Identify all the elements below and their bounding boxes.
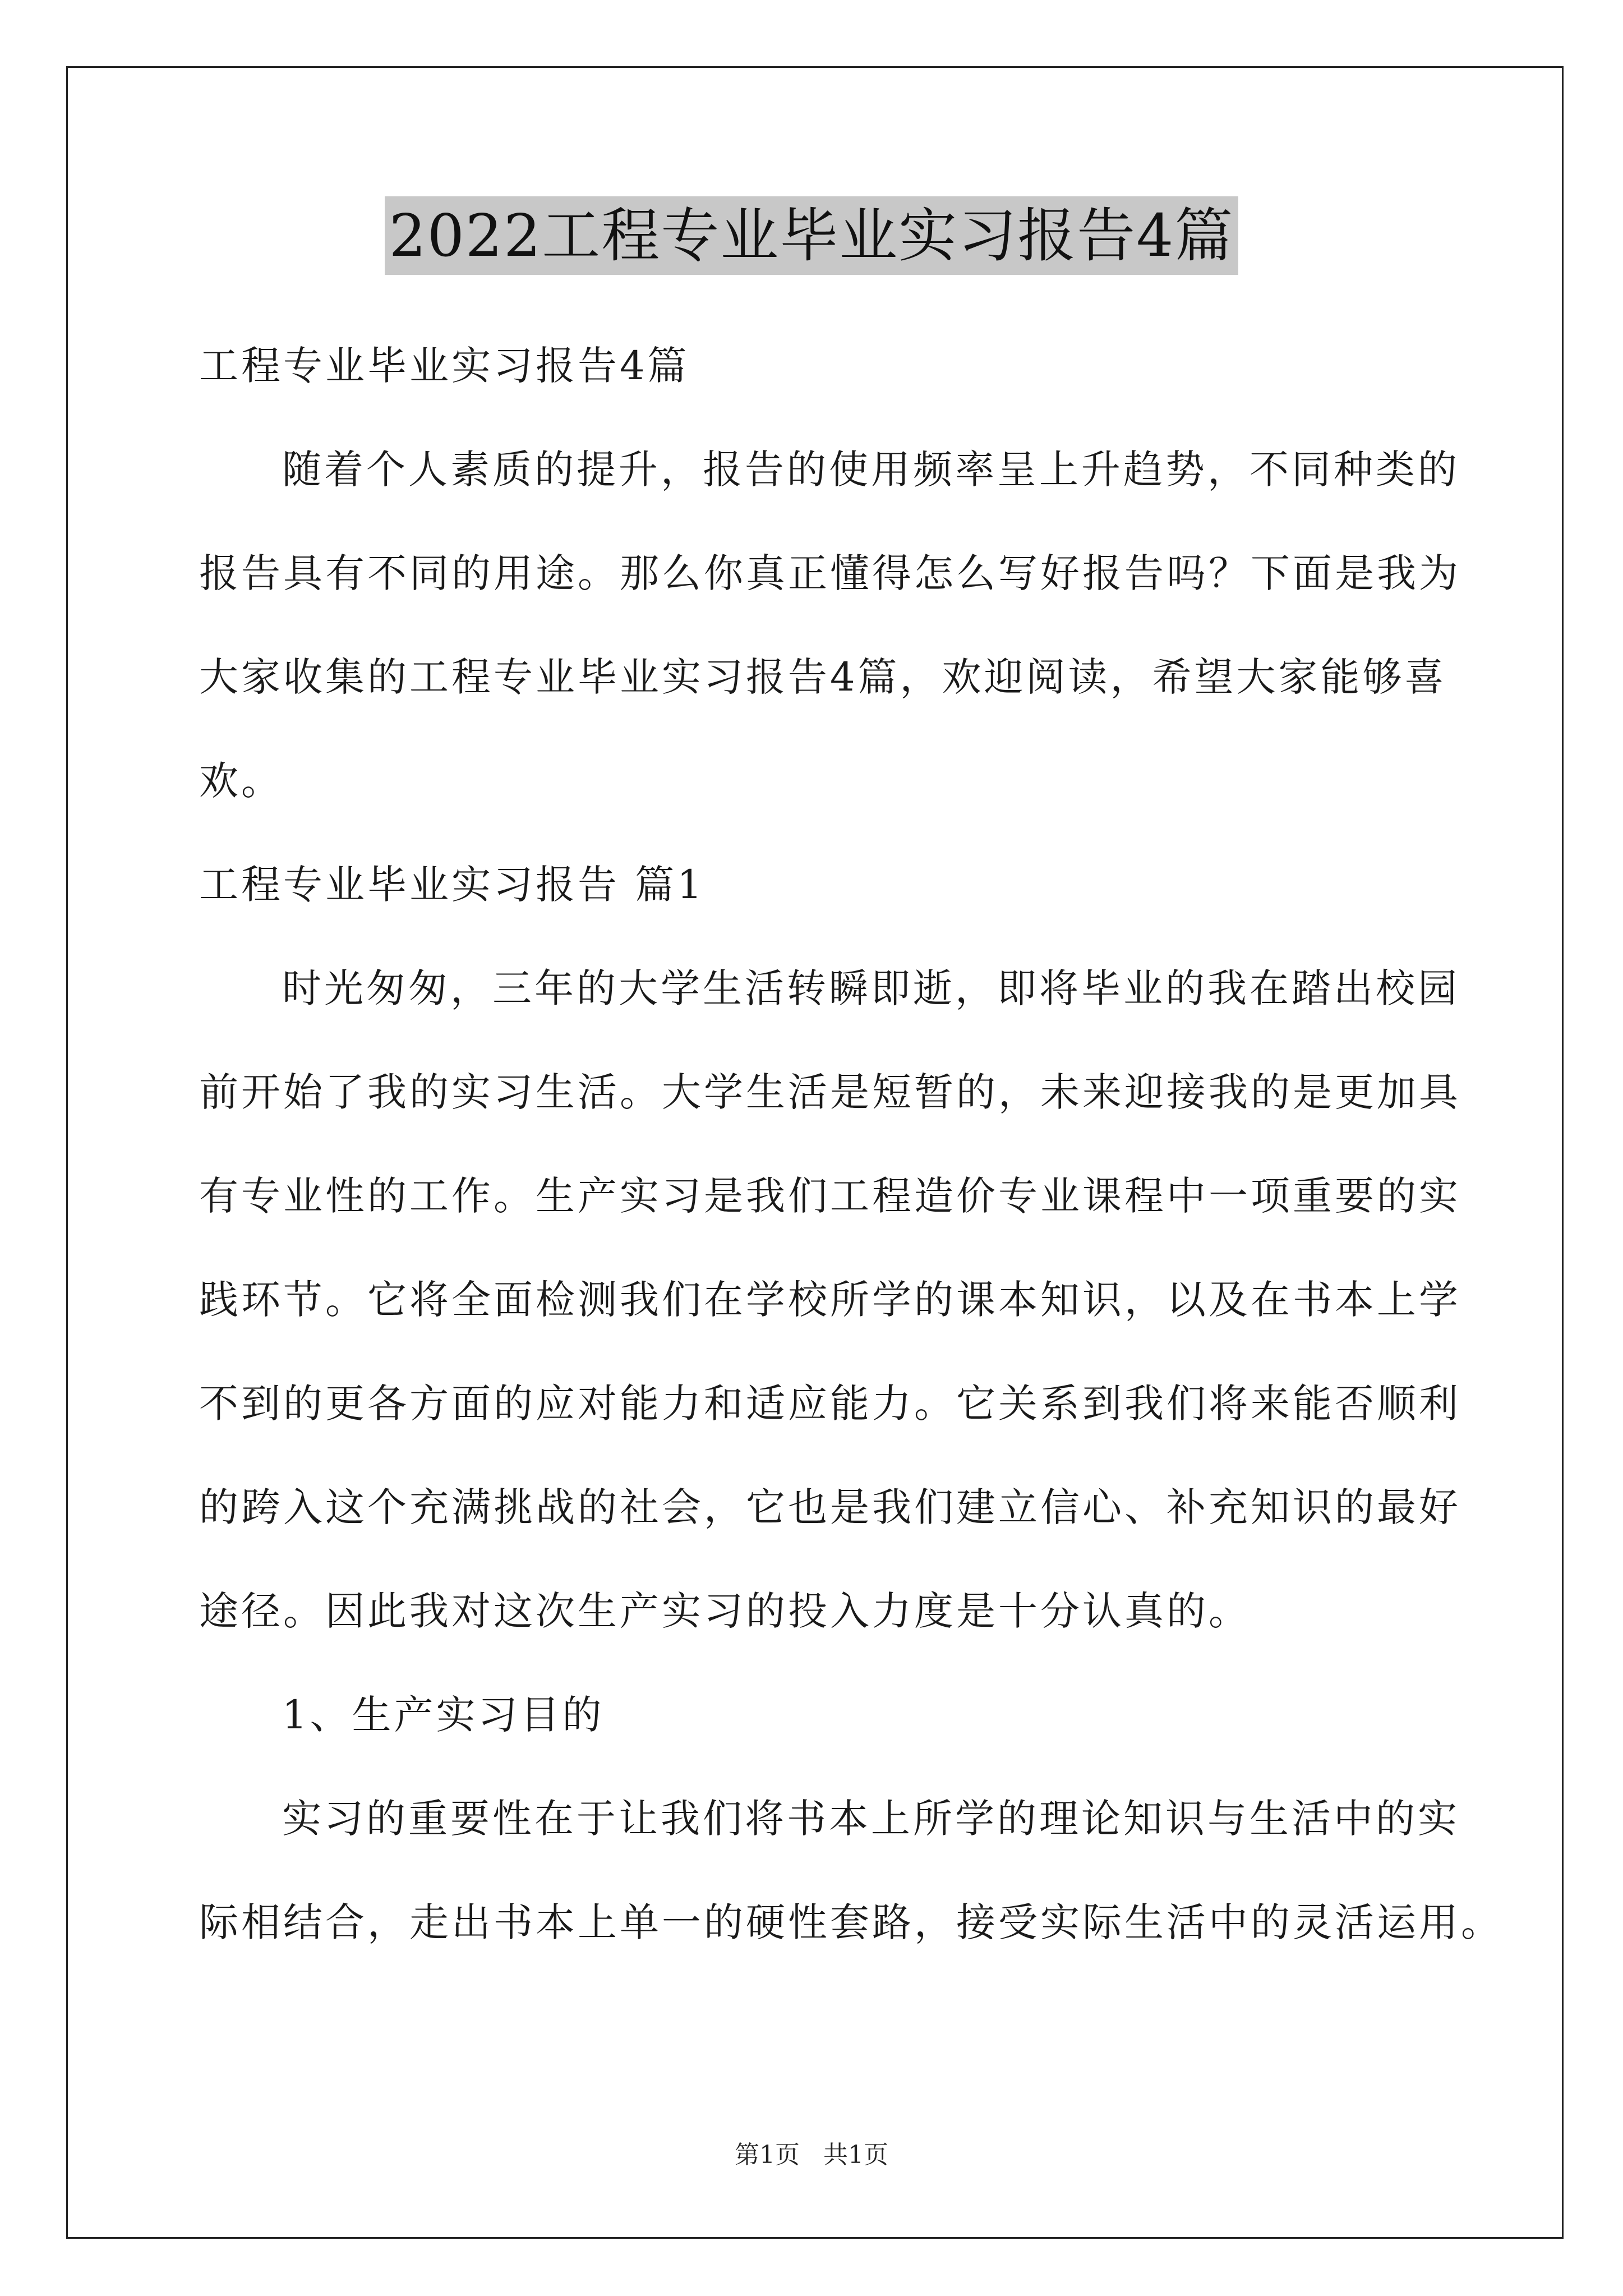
paragraph-line: 报告具有不同的用途。那么你真正懂得怎么写好报告吗？下面是我为	[199, 550, 1461, 596]
page-footer	[0, 2134, 1623, 2170]
page-total: 共1页	[823, 2141, 888, 2169]
paragraph-line: 随着个人素质的提升，报告的使用频率呈上升趋势，不同种类的	[282, 447, 1460, 493]
title-container	[0, 196, 1623, 275]
section-heading: 工程专业毕业实习报告 篇1	[199, 862, 705, 908]
paragraph-line: 有专业性的工作。生产实习是我们工程造价专业课程中一项重要的实	[199, 1173, 1461, 1219]
paragraph-line: 途径。因此我对这次生产实习的投入力度是十分认真的。	[199, 1588, 1251, 1634]
paragraph-line: 欢。	[199, 758, 283, 804]
paragraph-line: 的跨入这个充满挑战的社会，它也是我们建立信心、补充知识的最好	[199, 1484, 1461, 1530]
document-body	[199, 314, 1503, 1975]
paragraph-line: 践环节。它将全面检测我们在学校所学的课本知识，以及在书本上学	[199, 1277, 1461, 1323]
paragraph-line: 前开始了我的实习生活。大学生活是短暂的，未来迎接我的是更加具	[199, 1069, 1461, 1115]
paragraph-line: 大家收集的工程专业毕业实习报告4篇，欢迎阅读，希望大家能够喜	[199, 654, 1447, 700]
paragraph-line: 不到的更各方面的应对能力和适应能力。它关系到我们将来能否顺利	[199, 1381, 1461, 1427]
document-title: 2022工程专业毕业实习报告4篇	[385, 196, 1239, 275]
paragraph-line: 实习的重要性在于让我们将书本上所学的理论知识与生活中的实	[282, 1796, 1460, 1842]
page-number: 第1页	[735, 2141, 800, 2169]
paragraph-line: 时光匆匆，三年的大学生活转瞬即逝，即将毕业的我在踏出校园	[282, 965, 1460, 1011]
numbered-heading: 1、生产实习目的	[282, 1692, 605, 1738]
subtitle-line: 工程专业毕业实习报告4篇	[199, 343, 690, 389]
paragraph-line: 际相结合，走出书本上单一的硬性套路，接受实际生活中的灵活运用。	[199, 1899, 1503, 1945]
